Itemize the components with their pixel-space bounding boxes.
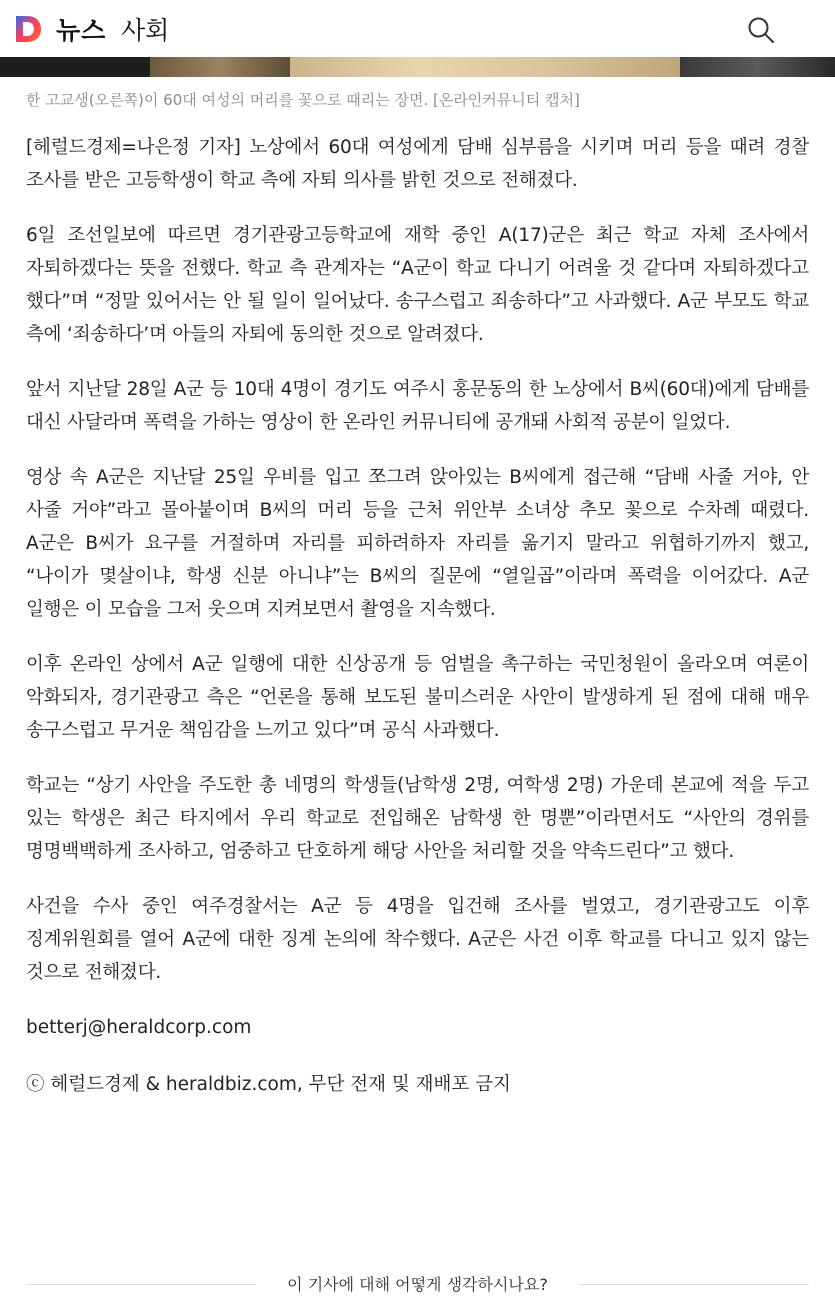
article-paragraph: 이후 온라인 상에서 A군 일행에 대한 신상공개 등 엄벌을 촉구하는 국민청원이 올라오며 여론이 악화되자, 경기관광고 측은 “언론을 통해 보도된 불미스러운 사안이 발생하게 된 점에 대해 매우 송구스럽고 무거운 책임감을 느끼고 있다”며 공식 사과했다. [26, 654, 809, 741]
reporter-email: betterj@heraldcorp.com [26, 1017, 252, 1038]
article-paragraph: 사건을 수사 중인 여주경찰서는 A군 등 4명을 입건해 조사를 벌였고, 경기관광고도 이후 징계위원회를 열어 A군에 대한 징계 논의에 착수했다. A군은 사건 이후 학교를 다니고 있지 않는 것으로 전해졌다. [26, 896, 809, 983]
photo-caption: 한 고교생(오른쪽)이 60대 여성의 머리를 꽃으로 때리는 장면. [온라인커뮤니티 캡처] [26, 91, 580, 109]
divider-line [579, 1284, 809, 1285]
article-paragraph: [헤럴드경제=나은정 기자] 노상에서 60대 여성에게 담배 심부름을 시키며 머리 등을 때려 경찰 조사를 받은 고등학생이 학교 측에 자퇴 의사를 밝힌 것으로 전해졌다. [26, 137, 809, 191]
photo-region [290, 57, 680, 77]
article-photo[interactable] [0, 57, 835, 77]
reaction-prompt: 이 기사에 대해 어떻게 생각하시나요? [287, 1275, 548, 1294]
copyright-notice: ⓒ 헤럴드경제 & heraldbiz.com, 무단 전재 및 재배포 금지 [26, 1074, 511, 1095]
service-title[interactable]: 뉴스 [56, 16, 107, 45]
article-paragraph: 6일 조선일보에 따르면 경기관광고등학교에 재학 중인 A(17)군은 최근 학교 자체 조사에서 자퇴하겠다는 뜻을 전했다. 학교 측 관계자는 “A군이 학교 다니기 어려울 것 같다며 자퇴하겠다고 했다”며 “정말 있어서는 안 될 일이 일어났다. 송구스럽고 죄송하다”고 사과했다. A군 부모도 학교 측에 ‘죄송하다’며 아들의 자퇴에 동의한 것으로 알려졌다. [26, 225, 809, 345]
article-paragraph: 영상 속 A군은 지난달 25일 우비를 입고 쪼그려 앉아있는 B씨에게 접근해 “담배 사줄 거야, 안 사줄 거야”라고 몰아붙이며 B씨의 머리 등을 근처 위안부 소녀상 추모 꽃으로 수차례 때렸다. A군은 B씨가 요구를 거절하며 자리를 피하려하자 자리를 옮기지 말라고 위협하기까지 했고, “나이가 몇살이냐, 학생 신분 아니냐”는 B씨의 질문에 “열일곱”이라며 폭력을 이어갔다. A군 일행은 이 모습을 그저 웃으며 지켜보면서 촬영을 지속했다. [26, 467, 809, 620]
article-paragraph: 앞서 지난달 28일 A군 등 10대 4명이 경기도 여주시 홍문동의 한 노상에서 B씨(60대)에게 담배를 대신 사달라며 폭력을 가하는 영상이 한 온라인 커뮤니티에 공개돼 사회적 공분이 일었다. [26, 379, 809, 433]
article-body [0, 131, 835, 1101]
daum-logo-icon[interactable] [13, 14, 43, 44]
photo-region [150, 57, 290, 77]
section-title[interactable]: 사회 [121, 16, 170, 45]
article-paragraph: 학교는 “상기 사안을 주도한 총 네명의 학생들(남학생 2명, 여학생 2명) 가운데 본교에 적을 두고 있는 학생은 최근 타지에서 우리 학교로 전입해온 남학생 한 명뿐”이라면서도 “사안의 경위를 명명백백하게 조사하고, 엄중하고 단호하게 해당 사안을 처리할 것을 약속드린다”고 했다. [26, 775, 809, 862]
reaction-divider [26, 1270, 809, 1300]
photo-region [680, 57, 835, 77]
app-header [0, 0, 835, 57]
search-icon[interactable] [745, 14, 777, 46]
